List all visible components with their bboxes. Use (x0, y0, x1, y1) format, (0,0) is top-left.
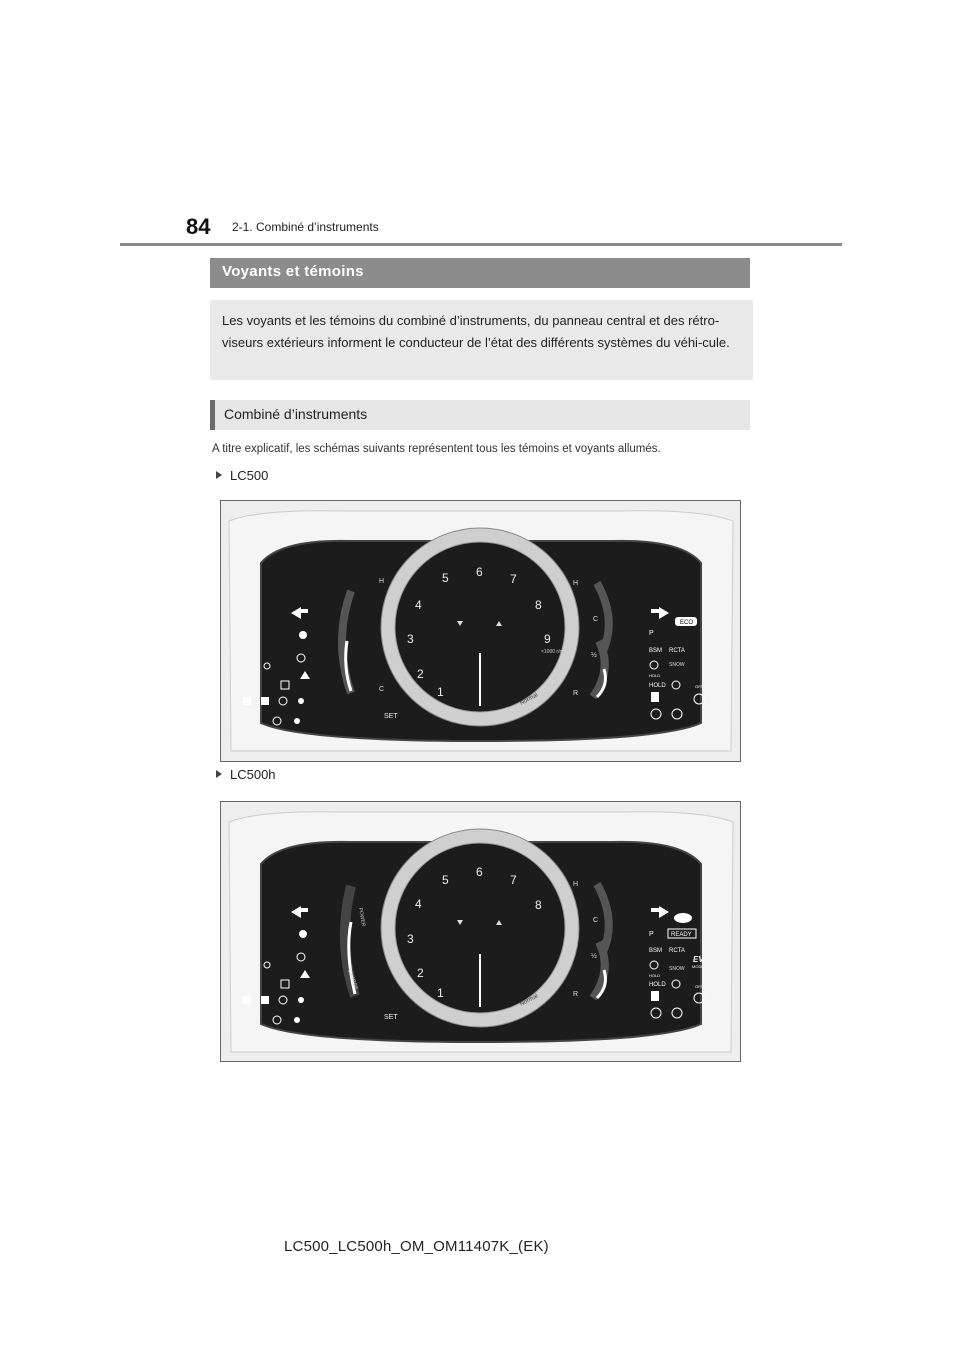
power-label: POWER (357, 907, 367, 927)
dial-number-6: 6 (476, 565, 483, 579)
right-gauge-top: H (573, 580, 579, 587)
dial-number-3: 3 (407, 632, 414, 646)
variant-label-lc500h (216, 767, 276, 782)
section-title: Voyants et témoins (222, 263, 364, 280)
airbag-icon (298, 997, 304, 1003)
vsc-icon (243, 996, 251, 1004)
variant-name: LC500h (230, 767, 276, 782)
section-title-bar (210, 258, 750, 288)
left-gauge-bottom: C (379, 686, 385, 693)
intro-text: Les voyants et les témoins du combiné d’instruments, du panneau central et des rétro-viseurs extérieurs informent le conducteur de l’état des différents systèmes du véhi-cule. (222, 313, 730, 350)
rcta-label: RCTA (669, 648, 685, 654)
dial-number-9: 9 (544, 632, 551, 646)
ev-label: EV (693, 955, 704, 964)
lane-icon (261, 697, 269, 705)
snow-label: SNOW (669, 662, 685, 668)
dial-number-5: 5 (442, 873, 449, 887)
ready-label: READY (671, 932, 692, 938)
right-gauge-mid: C (593, 616, 599, 623)
document-footer: LC500_LC500h_OM_OM11407K_(EK) (284, 1238, 549, 1255)
dial-number-2: 2 (417, 667, 424, 681)
hold-small-label: HOLD (649, 973, 661, 978)
dial-number-1: 1 (437, 685, 444, 699)
lane-icon (261, 996, 269, 1004)
arrow-icon (216, 770, 222, 778)
subheading-bar (210, 400, 750, 430)
subheading: Combiné d’instruments (224, 406, 368, 422)
dial-number-8: 8 (535, 898, 542, 912)
instrument-cluster-figure-lc500 (220, 500, 741, 762)
right-gauge-top: H (573, 881, 579, 888)
instrument-cluster-figure-lc500h (220, 801, 741, 1062)
page-number: 84 (186, 214, 211, 239)
dial-number-7: 7 (510, 572, 517, 586)
dial-number-6: 6 (476, 865, 483, 879)
drive-mode-label: Normal (519, 993, 540, 1008)
drive-mode-label: Normal (519, 692, 540, 707)
hold-label: HOLD (649, 683, 666, 689)
charge-label: CHARGE (346, 968, 360, 991)
vsc-icon (243, 697, 251, 705)
header-rule (120, 243, 842, 246)
hold-small-label: HOLD (649, 673, 661, 678)
dial-number-2: 2 (417, 966, 424, 980)
rpm-unit-label: ×1000 r/min (541, 649, 568, 655)
right-gauge-low: ½ (591, 953, 597, 960)
right-gauge-mid: C (593, 917, 599, 924)
right-gauge-bottom: R (573, 690, 579, 697)
headlight-icon (299, 631, 307, 639)
rcta-label: RCTA (669, 948, 685, 954)
right-gauge-low: ½ (591, 652, 597, 659)
bsm-label: BSM (649, 648, 663, 654)
intro-box (210, 300, 753, 380)
off-label: OFF (695, 684, 703, 689)
seatbelt-icon (294, 1017, 300, 1023)
section-breadcrumb: 2-1. Combiné d’instruments (232, 220, 379, 234)
variant-label-lc500 (216, 468, 268, 483)
right-gauge-bottom: R (573, 991, 579, 998)
fuel-icon (651, 692, 659, 702)
off-label: OFF (695, 984, 703, 989)
dial-number-8: 8 (535, 598, 542, 612)
hold-label: HOLD (649, 982, 666, 988)
dial-number-5: 5 (442, 571, 449, 585)
dial-number-1: 1 (437, 986, 444, 1000)
dial-number-3: 3 (407, 932, 414, 946)
fuel-icon (651, 991, 659, 1001)
snow-label: SNOW (669, 966, 685, 972)
p-brake-label: P (649, 931, 654, 938)
cluster-illustration (221, 501, 740, 761)
set-label: SET (384, 713, 398, 720)
headlight-icon (299, 930, 307, 938)
variant-name: LC500 (230, 468, 269, 483)
left-gauge-top: H (379, 578, 385, 585)
cluster-illustration (221, 802, 740, 1061)
subheading-accent (210, 400, 215, 430)
dial-number-7: 7 (510, 873, 517, 887)
arrow-icon (216, 471, 222, 479)
p-brake-label: P (649, 630, 654, 637)
ev-mode-label: MODE (692, 964, 704, 969)
airbag-icon (298, 698, 304, 704)
ev-indicator (674, 913, 692, 923)
seatbelt-icon (294, 718, 300, 724)
set-label: SET (384, 1014, 398, 1021)
eco-label: ECO (680, 620, 694, 626)
dial-number-4: 4 (415, 897, 422, 911)
bsm-label: BSM (649, 948, 663, 954)
explanatory-note: A titre explicatif, les schémas suivants représentent tous les témoins et voyants allumés. (212, 443, 661, 455)
dial-number-4: 4 (415, 598, 422, 612)
